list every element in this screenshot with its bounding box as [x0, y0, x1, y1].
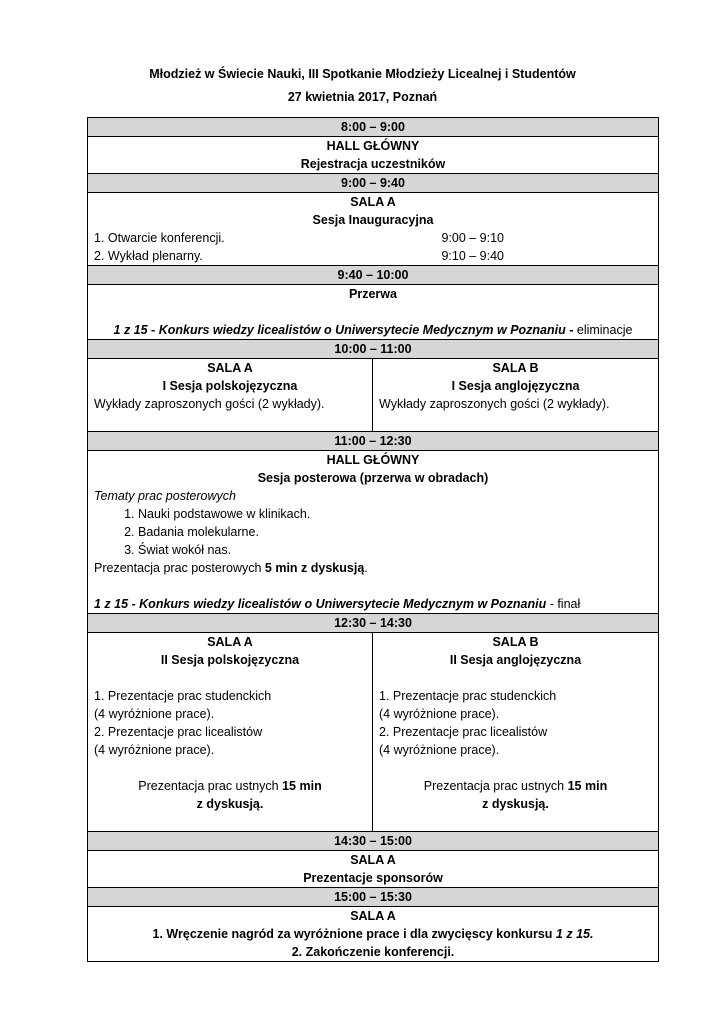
session-name: Prezentacje sponsorów	[303, 871, 443, 885]
time-slot: 12:30 – 14:30	[88, 614, 659, 633]
contest-stage: eliminacje	[573, 323, 633, 337]
agenda-item-time: 9:10 – 9:40	[441, 249, 504, 263]
agenda-item	[94, 229, 652, 247]
room-label: HALL GŁÓWNY	[326, 453, 420, 467]
session-name: II Sesja anglojęzyczna	[449, 653, 582, 667]
session-cell-sala-a	[88, 633, 373, 832]
closing-cell	[88, 907, 659, 962]
agenda-item	[94, 247, 652, 265]
contest-title: 1 z 15 - Konkurs wiedzy licealistów o Uniwersytecie Medycznym w Poznaniu	[94, 597, 547, 611]
oral-note: Prezentacja prac ustnych 15 min	[138, 779, 322, 793]
time-slot: 14:30 – 15:00	[88, 832, 659, 851]
session-name: I Sesja polskojęzyczna	[162, 379, 298, 393]
session-desc: Wykłady zaproszonych gości (2 wykłady).	[94, 397, 325, 411]
agenda-item: 2. Zakończenie konferencji.	[291, 945, 455, 959]
session-name: I Sesja anglojęzyczna	[451, 379, 580, 393]
agenda-item-label: 2. Wykład plenarny.	[94, 249, 203, 263]
contest-line	[94, 321, 652, 339]
time-slot: 8:00 – 9:00	[88, 118, 659, 137]
time-slot: 15:00 – 15:30	[88, 888, 659, 907]
room-label: SALA A	[350, 195, 396, 209]
list-item: 2. Badania molekularne.	[138, 523, 652, 541]
agenda-line: (4 wyróżnione prace).	[94, 743, 215, 757]
time-slot: 9:40 – 10:00	[88, 266, 659, 285]
agenda-line: (4 wyróżnione prace).	[94, 707, 215, 721]
agenda-line: (4 wyróżnione prace).	[379, 743, 500, 757]
room-label: SALA A	[350, 853, 396, 867]
oral-note: Prezentacja prac ustnych 15 min	[423, 779, 608, 793]
room-label: HALL GŁÓWNY	[326, 139, 420, 153]
oral-note-cont: z dyskusją.	[196, 797, 264, 811]
document-date: 27 kwietnia 2017, Poznań	[287, 90, 438, 104]
topics-heading: Tematy prac posterowych	[94, 489, 236, 503]
contest-stage: - finał	[546, 597, 581, 611]
time-slot: 9:00 – 9:40	[88, 174, 659, 193]
session-name: II Sesja polskojęzyczna	[160, 653, 300, 667]
session-cell-sala-b	[373, 633, 659, 832]
agenda-line: 1. Prezentacje prac studenckich	[94, 689, 272, 703]
session-name: Sesja Inauguracyjna	[312, 213, 434, 227]
session-name: Przerwa	[349, 287, 397, 301]
room-label: SALA B	[492, 635, 539, 649]
agenda-line: (4 wyróżnione prace).	[379, 707, 500, 721]
time-slot: 11:00 – 12:30	[88, 432, 659, 451]
session-cell-sala-a	[88, 359, 373, 432]
poster-note: Prezentacja prac posterowych 5 min z dyskusją.	[94, 561, 368, 575]
session-name: Sesja posterowa (przerwa w obradach)	[257, 471, 489, 485]
room-label: SALA A	[350, 909, 396, 923]
topics-list	[94, 505, 652, 559]
session-name: Rejestracja uczestników	[300, 157, 446, 171]
break-cell	[88, 285, 659, 340]
agenda-item-time: 9:00 – 9:10	[441, 231, 504, 245]
list-item: 1. Nauki podstawowe w klinikach.	[138, 505, 652, 523]
inaugural-session-cell	[88, 193, 659, 266]
agenda-item: 1. Wręczenie nagród za wyróżnione prace i dla zwycięscy konkursu 1 z 15.	[152, 927, 594, 941]
time-slot: 10:00 – 11:00	[88, 340, 659, 359]
list-item: 3. Świat wokół nas.	[138, 541, 652, 559]
room-label: SALA B	[492, 361, 539, 375]
schedule-table	[87, 117, 659, 962]
poster-session-cell	[88, 451, 659, 614]
room-label: SALA A	[207, 635, 253, 649]
session-desc: Wykłady zaproszonych gości (2 wykłady).	[379, 397, 610, 411]
document-title: Młodzież w Świecie Nauki, III Spotkanie Młodzieży Licealnej i Studentów	[149, 67, 576, 81]
agenda-line: 1. Prezentacje prac studenckich	[379, 689, 557, 703]
contest-line	[94, 595, 652, 613]
contest-title: 1 z 15 - Konkurs wiedzy licealistów o Uniwersytecie Medycznym w Poznaniu -	[113, 323, 574, 337]
oral-note-cont: z dyskusją.	[482, 797, 549, 811]
sponsors-cell	[88, 851, 659, 888]
registration-cell	[88, 137, 659, 174]
session-cell-sala-b	[373, 359, 659, 432]
agenda-item-label: 1. Otwarcie konferencji.	[94, 231, 225, 245]
agenda-line: 2. Prezentacje prac licealistów	[379, 725, 548, 739]
agenda-line: 2. Prezentacje prac licealistów	[94, 725, 263, 739]
room-label: SALA A	[207, 361, 253, 375]
